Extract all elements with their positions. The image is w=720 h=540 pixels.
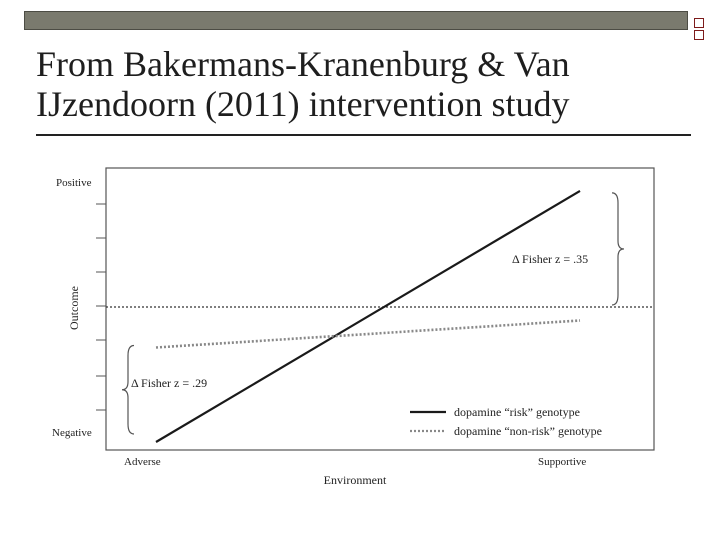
right-brace-path	[612, 193, 624, 305]
legend	[410, 405, 602, 438]
y-tick-label-top: Positive	[56, 177, 92, 189]
y-axis-ticks	[96, 204, 106, 410]
annotation-right: Δ Fisher z = .35	[512, 252, 589, 266]
legend-label-risk: dopamine “risk” genotype	[454, 405, 580, 419]
x-tick-label-left: Adverse	[124, 456, 161, 468]
series-line-non-risk	[156, 321, 580, 348]
slide-title: From Bakermans-Kranenburg & Van IJzendoorn (2011) intervention study	[36, 44, 570, 124]
annotation-left: Δ Fisher z = .29	[131, 376, 208, 390]
x-axis-label: Environment	[323, 473, 387, 487]
x-tick-label-right: Supportive	[538, 456, 587, 468]
right-brace	[612, 193, 624, 305]
y-tick-label-bottom: Negative	[52, 427, 92, 439]
legend-label-non-risk: dopamine “non-risk” genotype	[454, 424, 602, 438]
y-axis-label: Outcome	[67, 286, 81, 330]
